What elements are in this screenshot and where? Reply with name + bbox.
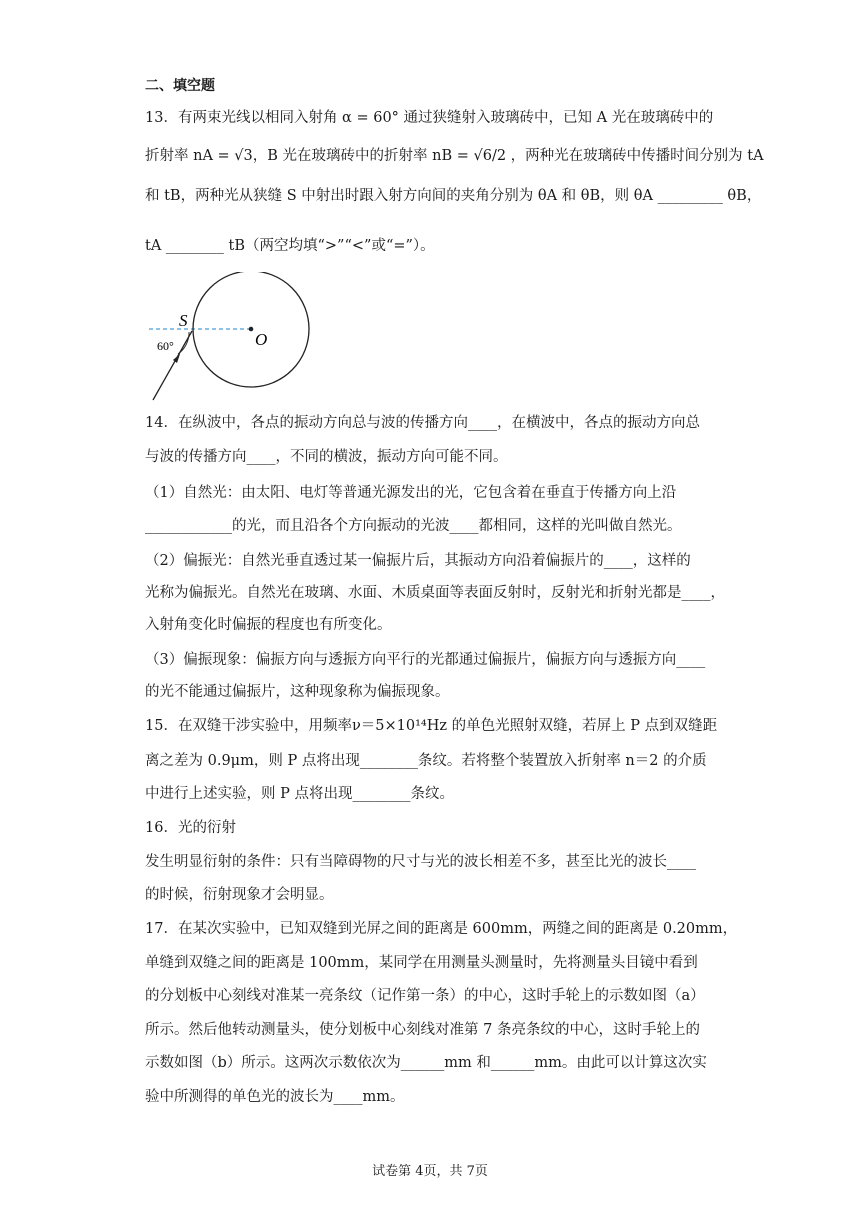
q14-line-3: （1）自然光：由太阳、电灯等普通光源发出的光，它包含着在垂直于传播方向上沿 (145, 485, 677, 501)
q17-line-5: 示数如图（b）所示。这两次示数依次为______mm 和______mm。由此可以计算这次实 (145, 1055, 707, 1071)
q13-line-1: 13．有两束光线以相同入射角 α = 60° 通过狭缝射入玻璃砖中，已知 A 光在玻璃砖中的 (145, 110, 714, 126)
q14-line-1: 14．在纵波中，各点的振动方向总与波的传播方向____，在横波中，各点的振动方向总 (145, 415, 700, 431)
q14-line-9: 的光不能通过偏振片，这种现象称为偏振现象。 (145, 684, 450, 700)
q13-line-3: 和 tB，两种光从狭缝 S 中射出时跟入射方向间的夹角分别为 θA 和 θB，则 θA _________ θB， (145, 188, 762, 204)
angle-label: 60° (157, 339, 174, 353)
q16-line-1: 16．光的衍射 (145, 820, 236, 836)
q17-line-1: 17．在某次实验中，已知双缝到光屏之间的距离是 600mm，两缝之间的距离是 0.20mm， (145, 921, 738, 937)
q15-line-2: 离之差为 0.9μm，则 P 点将出现________条纹。若将整个装置放入折射率 n＝2 的介质 (145, 753, 707, 769)
center-point (249, 327, 254, 332)
page-footer: 试卷第 4页，共 7页 (372, 1164, 488, 1179)
q16-line-3: 的时候，衍射现象才会明显。 (145, 887, 334, 903)
q13-line-4: tA ________ tB（两空均填“>”“<”或“=”）。 (145, 238, 435, 254)
q17-line-3: 的分划板中心刻线对准某一亮条纹（记作第一条）的中心，这时手轮上的示数如图（a） (145, 988, 705, 1004)
q15-line-3: 中进行上述实验，则 P 点将出现________条纹。 (145, 786, 454, 802)
angle-arc (178, 332, 189, 354)
q14-line-2: 与波的传播方向____，不同的横波，振动方向可能不同。 (145, 449, 508, 465)
q14-line-7: 入射角变化时偏振的程度也有所变化。 (145, 617, 392, 633)
section-title: 二、填空题 (145, 78, 215, 94)
q13-line-2: 折射率 nA = √3，B 光在玻璃砖中的折射率 nB = √6/2 ，两种光在玻璃砖中传播时间分别为 tA (145, 148, 764, 164)
q14-line-4: ____________的光，而且沿各个方向振动的光波____都相同，这样的光叫做自然光。 (145, 518, 682, 534)
q14-line-5: （2）偏振光：自然光垂直透过某一偏振片后，其振动方向沿着偏振片的____，这样的 (145, 553, 691, 569)
center-label-O: O (255, 330, 268, 349)
q14-line-8: （3）偏振现象：偏振方向与透振方向平行的光都通过偏振片，偏振方向与透振方向____ (145, 652, 706, 668)
q15-line-1: 15．在双缝干涉实验中，用频率ν＝5×10¹⁴Hz 的单色光照射双缝，若屏上 P 点到双缝距 (145, 718, 718, 734)
q17-line-6: 验中所测得的单色光的波长为____mm。 (145, 1089, 405, 1105)
slit-label-S: S (179, 311, 188, 330)
q17-line-2: 单缝到双缝之间的距离是 100mm，某同学在用测量头测量时，先将测量头目镜中看到 (145, 955, 698, 971)
q16-line-2: 发生明显衍射的条件：只有当障碍物的尺寸与光的波长相差不多，甚至比光的波长____ (145, 854, 696, 870)
q14-line-6: 光称为偏振光。自然光在玻璃、水面、木质桌面等表面反射时，反射光和折射光都是____， (145, 585, 725, 601)
q13-figure (145, 272, 315, 402)
q17-line-4: 所示。然后他转动测量头，使分划板中心刻线对准第 7 条亮条纹的中心，这时手轮上的 (145, 1022, 700, 1038)
